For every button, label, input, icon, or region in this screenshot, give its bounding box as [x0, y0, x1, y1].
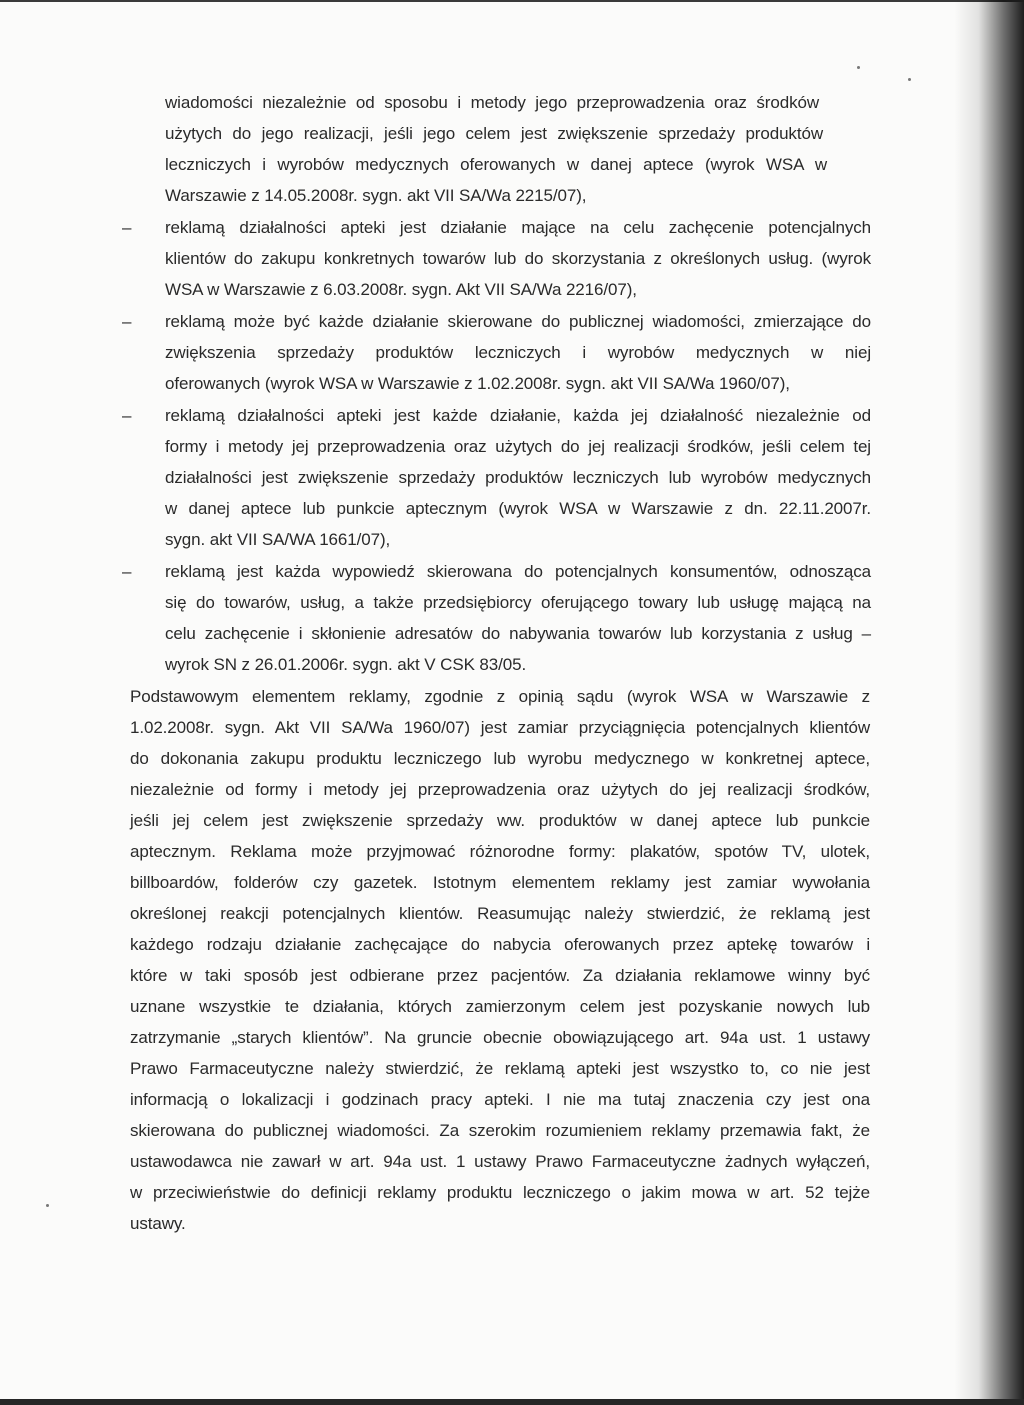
text-line: Warszawie z 14.05.2008r. sygn. akt VII SA/Wa 2215/07),	[165, 186, 587, 205]
list-item-line: w danej aptece lub punkcie aptecznym (wyrok WSA w Warszawie z dn. 22.11.2007r.	[165, 499, 871, 518]
list-bullet: –	[122, 562, 132, 581]
list-item-line: reklamą działalności apteki jest każde działanie, każda jej działalność niezależnie od	[165, 406, 871, 425]
text-line: skierowana do publicznej wiadomości. Za szerokim rozumieniem reklamy przemawia fakt, że	[130, 1121, 870, 1140]
list-item-line: klientów do zakupu konkretnych towarów lub do skorzystania z określonych usług. (wyrok	[165, 249, 871, 268]
text-line: wiadomości niezależnie od sposobu i metody jego przeprowadzenia oraz środków	[165, 93, 819, 112]
list-item-line: wyrok SN z 26.01.2006r. sygn. akt V CSK 83/05.	[165, 655, 527, 674]
text-line: określonej reakcji potencjalnych klientów. Reasumując należy stwierdzić, że reklamą jest	[130, 904, 870, 923]
text-line: aptecznym. Reklama może przyjmować różnorodne formy: plakatów, spotów TV, ulotek,	[130, 842, 870, 861]
text-line: leczniczych i wyrobów medycznych oferowanych w danej aptece (wyrok WSA w	[165, 155, 827, 174]
text-line: Podstawowym elementem reklamy, zgodnie z opinią sądu (wyrok WSA w Warszawie z	[130, 687, 870, 706]
scan-right-shadow	[954, 0, 1024, 1405]
list-item-line: reklamą działalności apteki jest działanie mające na celu zachęcenie potencjalnych	[165, 218, 871, 237]
scan-speck	[908, 78, 911, 81]
list-item-line: działalności jest zwiększenie sprzedaży produktów leczniczych lub wyrobów medycznych	[165, 468, 871, 487]
list-item-line: reklamą może być każde działanie skierowane do publicznej wiadomości, zmierzające do	[165, 312, 871, 331]
text-line: informacją o lokalizacji i godzinach pracy apteki. I nie ma tutaj znaczenia czy jest ona	[130, 1090, 870, 1109]
list-bullet: –	[122, 218, 132, 237]
list-item-line: reklamą jest każda wypowiedź skierowana do potencjalnych konsumentów, odnosząca	[165, 562, 871, 581]
scan-speck	[46, 1204, 49, 1207]
text-line: jeśli jej celem jest zwiększenie sprzedaży ww. produktów w danej aptece lub punkcie	[130, 811, 870, 830]
scan-bottom-edge	[0, 1399, 1024, 1405]
list-item-line: WSA w Warszawie z 6.03.2008r. sygn. Akt VII SA/Wa 2216/07),	[165, 280, 637, 299]
text-line: ustawodawca nie zawarł w art. 94a ust. 1 ustawy Prawo Farmaceutyczne żadnych wyłączeń,	[130, 1152, 870, 1171]
text-line: 1.02.2008r. sygn. Akt VII SA/Wa 1960/07) jest zamiar przyciągnięcia potencjalnych klientów	[130, 718, 870, 737]
text-line: do dokonania zakupu produktu leczniczego lub wyrobu medycznego w konkretnej aptece,	[130, 749, 870, 768]
scan-speck	[857, 66, 860, 69]
text-line: uznane wszystkie te działania, których zamierzonym celem jest pozyskanie nowych lub	[130, 997, 870, 1016]
text-line: Prawo Farmaceutyczne należy stwierdzić, że reklamą apteki jest wszystko to, co nie jest	[130, 1059, 870, 1078]
text-line: każdego rodzaju działanie zachęcające do nabycia oferowanych przez aptekę towarów i	[130, 935, 870, 954]
list-item-line: celu zachęcenie i skłonienie adresatów do nabywania towarów lub korzystania z usług –	[165, 624, 871, 643]
text-line: ustawy.	[130, 1214, 186, 1233]
list-bullet: –	[122, 406, 132, 425]
scan-top-edge	[0, 0, 1024, 2]
list-item-line: oferowanych (wyrok WSA w Warszawie z 1.02.2008r. sygn. akt VII SA/Wa 1960/07),	[165, 374, 790, 393]
text-line: niezależnie od formy i metody jej przeprowadzenia oraz użytych do jej realizacji środków,	[130, 780, 870, 799]
text-line: użytych do jego realizacji, jeśli jego celem jest zwiększenie sprzedaży produktów	[165, 124, 823, 143]
list-item-line: formy i metody jej przeprowadzenia oraz użytych do jej realizacji środków, jeśli celem tej	[165, 437, 871, 456]
list-item-line: sygn. akt VII SA/WA 1661/07),	[165, 530, 391, 549]
list-bullet: –	[122, 312, 132, 331]
text-line: zatrzymanie „starych klientów”. Na gruncie obecnie obowiązującego art. 94a ust. 1 ustawy	[130, 1028, 870, 1047]
text-line: billboardów, folderów czy gazetek. Istotnym elementem reklamy jest zamiar wywołania	[130, 873, 870, 892]
list-item-line: się do towarów, usług, a także przedsiębiorcy oferującego towary lub usługę mającą na	[165, 593, 871, 612]
list-item-line: zwiększenia sprzedaży produktów leczniczych i wyrobów medycznych w niej	[165, 343, 871, 362]
text-line: w przeciwieństwie do definicji reklamy produktu leczniczego o jakim mowa w art. 52 tejże	[130, 1183, 870, 1202]
text-line: które w taki sposób jest odbierane przez pacjentów. Za działania reklamowe winny być	[130, 966, 870, 985]
